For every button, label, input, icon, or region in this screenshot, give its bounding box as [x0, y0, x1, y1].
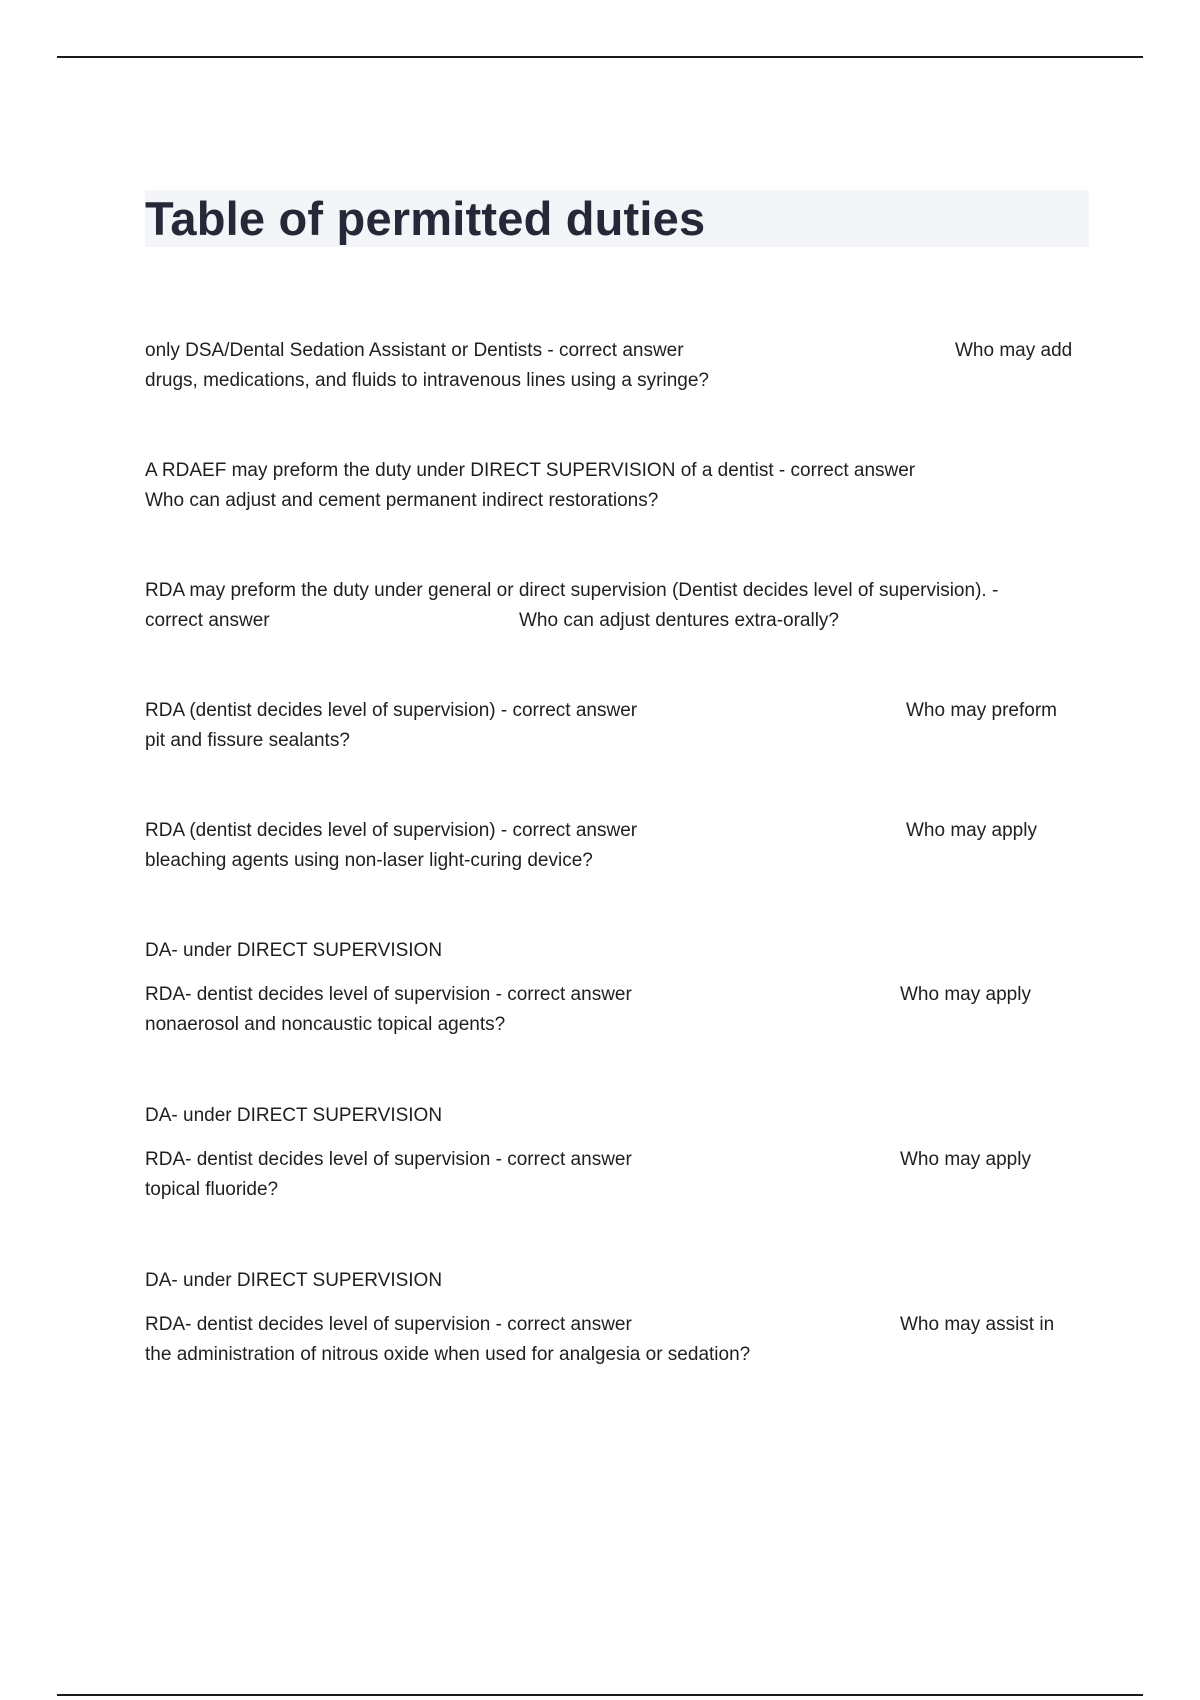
flashcard-entry [145, 576, 1085, 636]
answer-text: A RDAEF may preform the duty under DIRECT SUPERVISION of a dentist - correct answer [145, 460, 916, 481]
flashcard-entry [145, 936, 1085, 1040]
flashcard-entry [145, 336, 1085, 396]
page-title: Table of permitted duties [145, 192, 706, 245]
note-text: DA- under DIRECT SUPERVISION [145, 1270, 443, 1291]
question-text: bleaching agents using non-laser light-curing device? [145, 850, 593, 871]
flashcard-entry [145, 1266, 1085, 1370]
flashcard-entry [145, 696, 1085, 756]
question-text: the administration of nitrous oxide when used for analgesia or sedation? [145, 1344, 751, 1365]
question-text: pit and fissure sealants? [145, 730, 350, 751]
header-rule [57, 56, 1143, 58]
answer-text: RDA (dentist decides level of supervision) - correct answer [145, 700, 638, 721]
question-text: Who can adjust dentures extra-orally? [519, 610, 839, 631]
answer-text: RDA- dentist decides level of supervision - correct answer [145, 1314, 632, 1335]
question-text: nonaerosol and noncaustic topical agents? [145, 1014, 506, 1035]
answer-text: RDA (dentist decides level of supervision) - correct answer [145, 820, 638, 841]
flashcard-entry [145, 456, 1085, 516]
question-text: topical fluoride? [145, 1179, 279, 1200]
question-start: Who may apply [900, 984, 1031, 1005]
answer-text: RDA- dentist decides level of supervision - correct answer [145, 1149, 632, 1170]
question-start: Who may apply [906, 820, 1037, 841]
flashcard-entry [145, 816, 1085, 876]
answer-text: only DSA/Dental Sedation Assistant or Dentists - correct answer [145, 340, 684, 361]
answer-continuation: correct answer [145, 610, 270, 631]
question-text: Who can adjust and cement permanent indirect restorations? [145, 490, 659, 511]
question-start: Who may assist in [900, 1314, 1055, 1335]
note-text: DA- under DIRECT SUPERVISION [145, 1105, 443, 1126]
question-start: Who may apply [900, 1149, 1031, 1170]
question-start: Who may add [955, 340, 1073, 361]
footer-rule [57, 1694, 1143, 1696]
note-text: DA- under DIRECT SUPERVISION [145, 940, 443, 961]
flashcard-entry [145, 1101, 1085, 1205]
answer-text: RDA may preform the duty under general or direct supervision (Dentist decides level of supervision). - [145, 580, 999, 601]
answer-text: RDA- dentist decides level of supervision - correct answer [145, 984, 632, 1005]
question-start: Who may preform [906, 700, 1057, 721]
question-text: drugs, medications, and fluids to intravenous lines using a syringe? [145, 370, 709, 391]
